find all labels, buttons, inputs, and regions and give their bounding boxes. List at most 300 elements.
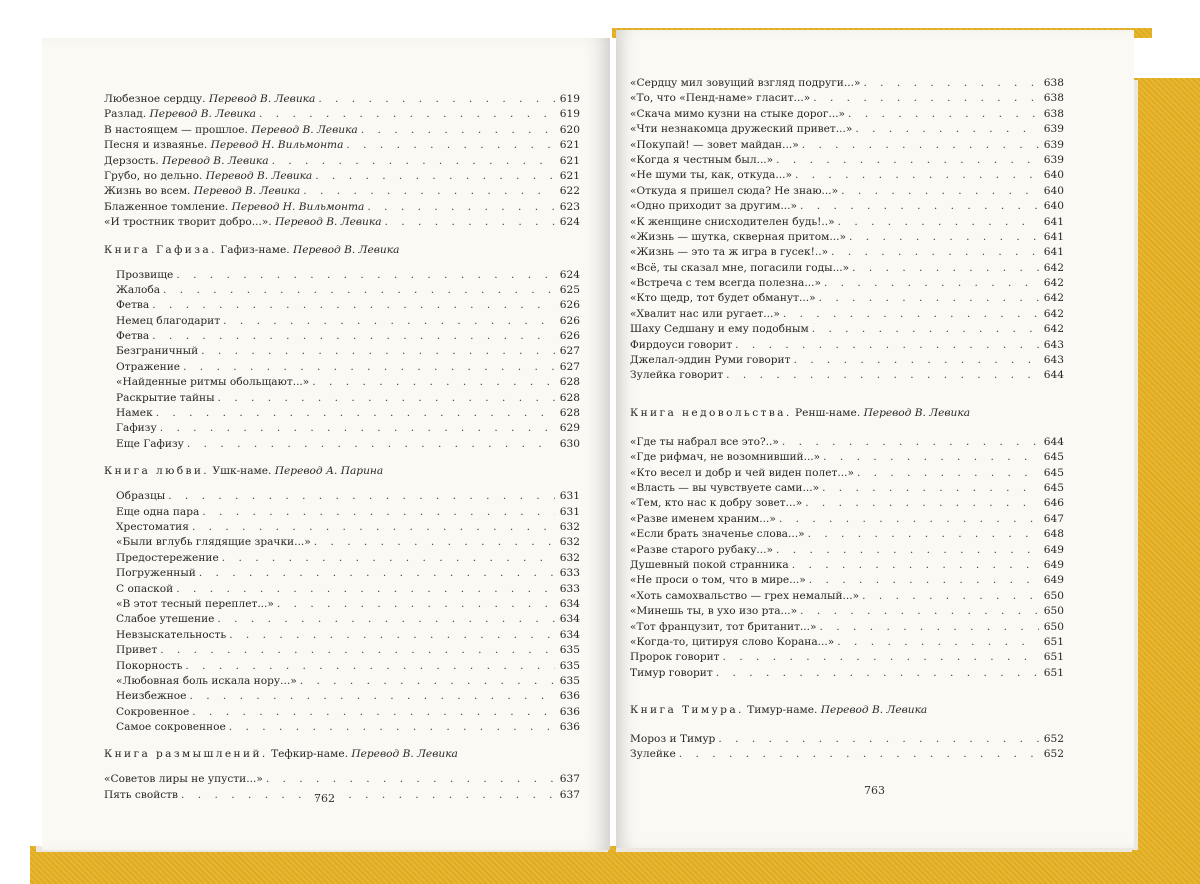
toc-entry <box>630 466 1064 481</box>
poem-title: «Советов лиры не упусти...» <box>104 773 263 786</box>
toc-page-number: 647 <box>1043 512 1064 525</box>
poem-title: «Когда-то, цитируя слово Корана...» <box>630 635 835 648</box>
toc-entry <box>630 307 1064 322</box>
toc-entry-title <box>116 705 189 720</box>
toc-page-number: 642 <box>1043 307 1064 320</box>
dot-leader <box>823 450 1039 465</box>
poem-title: «Тем, кто нас к добру зовет...» <box>630 497 803 510</box>
toc-entry-title <box>630 199 797 214</box>
book-subtitle: Ушк-наме. <box>212 465 272 478</box>
poem-title: Неизбежное <box>116 690 187 703</box>
left-group-3 <box>104 489 580 735</box>
toc-entry <box>630 527 1064 542</box>
dot-leader <box>202 505 555 520</box>
toc-entry <box>116 406 580 421</box>
toc-entry <box>104 215 580 230</box>
toc-entry-title <box>630 322 809 337</box>
toc-entry <box>116 421 580 436</box>
toc-page-number: 634 <box>559 613 580 626</box>
dot-leader <box>855 122 1039 137</box>
toc-page-number: 630 <box>559 437 580 450</box>
dot-leader <box>192 705 555 720</box>
poem-title: Прозвище <box>116 268 174 281</box>
dot-leader <box>848 107 1039 122</box>
section-heading <box>630 406 1064 421</box>
poem-title: «Были вглубь глядящие зрачки...» <box>116 536 311 549</box>
dot-leader <box>718 732 1039 747</box>
toc-entry-title <box>630 291 816 306</box>
toc-entry <box>630 291 1064 306</box>
toc-entry <box>116 643 580 658</box>
toc-entry-title <box>116 406 153 421</box>
poem-title: Дерзость. <box>104 154 159 167</box>
dot-leader <box>367 200 555 215</box>
dot-leader <box>824 276 1039 291</box>
dot-leader <box>314 535 555 550</box>
toc-entry <box>104 788 580 803</box>
toc-entry-title <box>116 520 189 535</box>
toc-entry-title <box>630 732 715 747</box>
toc-entry <box>630 368 1064 383</box>
poem-title: «То, что «Пенд-наме» гласит...» <box>630 92 811 105</box>
book-title: Книга недовольства. <box>630 406 792 419</box>
dot-leader <box>805 496 1039 511</box>
toc-entry <box>630 620 1064 635</box>
toc-entry <box>116 298 580 313</box>
toc-entry-title <box>104 772 263 787</box>
poem-title: Пять свойств <box>104 788 179 801</box>
dot-leader <box>183 360 555 375</box>
toc-page-number: 644 <box>1043 369 1064 382</box>
toc-entry-title <box>630 353 790 368</box>
dot-leader <box>802 138 1039 153</box>
toc-page-number: 640 <box>1043 184 1064 197</box>
toc-page-number: 642 <box>1043 277 1064 290</box>
dot-leader <box>192 520 555 535</box>
poem-title: Невзыскательность <box>116 628 227 641</box>
toc-entry-title <box>116 659 182 674</box>
toc-entry <box>104 107 580 122</box>
toc-entry-title <box>116 268 173 283</box>
toc-entry-title <box>116 582 173 597</box>
book-title: Книга Гафиза. <box>104 243 217 256</box>
poem-title: Блаженное томление. <box>104 200 229 213</box>
toc-entry <box>116 329 580 344</box>
toc-entry-title <box>630 650 720 665</box>
translator: Перевод В. Левика <box>251 123 358 136</box>
toc-page-number: 641 <box>1043 230 1064 243</box>
toc-page-number: 651 <box>1043 635 1064 648</box>
toc-page-number: 629 <box>559 422 580 435</box>
toc-entry-title <box>104 169 312 184</box>
poem-title: «Скача мимо кузни на стыке дорог...» <box>630 107 846 120</box>
book-subtitle: Тефкир-наме. <box>271 748 349 761</box>
toc-page-number: 650 <box>1043 605 1064 618</box>
dot-leader <box>217 612 555 627</box>
left-page <box>42 38 610 850</box>
toc-entry-title <box>116 643 157 658</box>
poem-title: «Покупай! — зовет майдан...» <box>630 138 799 151</box>
toc-page-number: 652 <box>1043 748 1064 761</box>
toc-entry <box>116 597 580 612</box>
dot-leader <box>229 720 555 735</box>
section-heading <box>630 703 1064 718</box>
toc-page-number: 640 <box>1043 200 1064 213</box>
toc-entry <box>104 123 580 138</box>
dot-leader <box>857 466 1039 481</box>
toc-page-number: 642 <box>1043 261 1064 274</box>
dot-leader <box>199 566 555 581</box>
book-subtitle: Гафиз-наме. <box>220 243 290 256</box>
toc-entry-title <box>116 360 180 375</box>
translator: Перевод Н. Вильмонта <box>231 200 365 213</box>
toc-entry-title <box>630 368 723 383</box>
poem-title: Покорность <box>116 659 183 672</box>
dot-leader <box>812 322 1039 337</box>
dot-leader <box>346 138 555 153</box>
dot-leader <box>838 215 1039 230</box>
toc-page-number: 645 <box>1043 451 1064 464</box>
toc-entry-title <box>630 276 821 291</box>
poem-title: «Чти незнакомца дружеский привет...» <box>630 123 853 136</box>
toc-page-number: 652 <box>1043 733 1064 746</box>
poem-title: Жалоба <box>116 283 161 296</box>
poem-title: «И тростник творит добро...». <box>104 216 272 229</box>
poem-title: Еще Гафизу <box>116 437 184 450</box>
toc-page-number: 619 <box>559 108 580 121</box>
toc-page-number: 628 <box>559 376 580 389</box>
toc-page-number: 632 <box>559 520 580 533</box>
toc-entry <box>630 666 1064 681</box>
dot-leader <box>163 283 555 298</box>
poem-title: Сокровенное <box>116 705 190 718</box>
toc-entry <box>630 184 1064 199</box>
book-title: Книга Тимура. <box>630 704 744 717</box>
toc-entry <box>630 261 1064 276</box>
toc-entry <box>116 582 580 597</box>
dot-leader <box>266 772 555 787</box>
toc-page-number: 628 <box>559 391 580 404</box>
section-heading <box>104 243 580 258</box>
poem-title: Фетва <box>116 299 150 312</box>
dot-leader <box>735 338 1039 353</box>
toc-page-number: 642 <box>1043 292 1064 305</box>
poem-title: «Не проси о том, что в мире...» <box>630 574 806 587</box>
toc-entry <box>104 154 580 169</box>
poem-title: «Всё, ты сказал мне, погасили годы...» <box>630 261 850 274</box>
toc-entry <box>116 283 580 298</box>
toc-entry-title <box>104 123 358 138</box>
toc-entry-title <box>104 200 364 215</box>
dot-leader <box>189 689 555 704</box>
dot-leader <box>168 489 555 504</box>
toc-entry <box>104 772 580 787</box>
dot-leader <box>152 298 555 313</box>
toc-entry <box>116 489 580 504</box>
toc-entry-title <box>630 153 773 168</box>
toc-page-number: 641 <box>1043 215 1064 228</box>
toc-entry-title <box>116 689 186 704</box>
toc-entry <box>630 450 1064 465</box>
toc-entry <box>630 512 1064 527</box>
poem-title: Грубо, но дельно. <box>104 169 203 182</box>
toc-entry-title <box>630 543 773 558</box>
toc-entry <box>630 107 1064 122</box>
poem-title: Шаху Седшану и ему подобным <box>630 323 809 336</box>
right-group-1 <box>630 76 1064 384</box>
dot-leader <box>841 184 1039 199</box>
dot-leader <box>277 597 555 612</box>
dot-leader <box>156 406 555 421</box>
toc-entry <box>630 435 1064 450</box>
poem-title: Отражение <box>116 360 181 373</box>
toc-entry-title <box>630 466 854 481</box>
book-translator: Перевод В. Левика <box>863 406 971 419</box>
dot-leader <box>152 329 555 344</box>
toc-page-number: 640 <box>1043 169 1064 182</box>
toc-page-number: 651 <box>1043 651 1064 664</box>
toc-entry <box>630 558 1064 573</box>
toc-entry-title <box>630 496 802 511</box>
poem-title: Образцы <box>116 490 166 503</box>
translator: Перевод В. Левика <box>205 169 313 182</box>
poem-title: Еще одна пара <box>116 505 200 518</box>
dot-leader <box>315 169 555 184</box>
toc-page-number: 621 <box>559 139 580 152</box>
poem-title: В настоящем — прошлое. <box>104 123 248 136</box>
toc-entry-title <box>116 421 157 436</box>
toc-page-number: 621 <box>559 154 580 167</box>
toc-entry <box>630 122 1064 137</box>
poem-title: «Минешь ты, в ухо изо рта...» <box>630 605 798 618</box>
toc-page-number: 633 <box>559 567 580 580</box>
dot-leader <box>783 307 1039 322</box>
toc-entry-title <box>630 435 779 450</box>
toc-entry-title <box>630 91 810 106</box>
poem-title: Зулейке <box>630 748 676 761</box>
toc-entry <box>630 245 1064 260</box>
toc-entry <box>630 573 1064 588</box>
dot-leader <box>723 650 1039 665</box>
poem-title: Мороз и Тимур <box>630 733 716 746</box>
dot-leader <box>185 659 555 674</box>
book-translator: Перевод А. Парина <box>274 465 384 478</box>
toc-entry <box>630 76 1064 91</box>
toc-page-number: 635 <box>559 674 580 687</box>
toc-page-number: 648 <box>1043 528 1064 541</box>
poem-title: «Найденные ритмы обольщают...» <box>116 376 310 389</box>
dot-leader <box>223 314 555 329</box>
toc-entry-title <box>116 551 219 566</box>
toc-page-number: 649 <box>1043 558 1064 571</box>
poem-title: Зулейка говорит <box>630 369 724 382</box>
dot-leader <box>820 620 1039 635</box>
toc-entry-title <box>116 391 215 406</box>
poem-title: Жизнь во всем. <box>104 185 191 198</box>
toc-entry <box>104 169 580 184</box>
toc-entry-title <box>116 628 226 643</box>
toc-page-number: 650 <box>1043 589 1064 602</box>
poem-title: Привет <box>116 644 158 657</box>
dot-leader <box>819 291 1039 306</box>
toc-entry <box>630 635 1064 650</box>
dot-leader <box>800 199 1039 214</box>
poem-title: Фирдоуси говорит <box>630 338 733 351</box>
toc-page-number: 624 <box>559 268 580 281</box>
poem-title: С опаской <box>116 582 174 595</box>
toc-entry <box>630 650 1064 665</box>
dot-leader <box>312 375 555 390</box>
book-translator: Перевод В. Левика <box>820 704 928 717</box>
dot-leader <box>792 558 1039 573</box>
poem-title: Разлад. <box>104 108 147 121</box>
toc-page-number: 637 <box>559 773 580 786</box>
dot-leader <box>809 573 1039 588</box>
dot-leader <box>822 481 1039 496</box>
toc-entry-title <box>630 122 852 137</box>
poem-title: Тимур говорит <box>630 666 713 679</box>
dot-leader <box>187 437 555 452</box>
poem-title: «Хвалит нас или ругает...» <box>630 307 780 320</box>
poem-title: «Встреча с тем всегда полезна...» <box>630 277 821 290</box>
toc-entry-title <box>116 535 311 550</box>
toc-entry <box>104 92 580 107</box>
toc-page-number: 651 <box>1043 666 1064 679</box>
toc-entry-title <box>630 512 776 527</box>
toc-entry-title <box>630 481 819 496</box>
poem-title: «Кто щедр, тот будет обманут...» <box>630 292 816 305</box>
dot-leader <box>176 582 555 597</box>
toc-entry <box>630 353 1064 368</box>
toc-entry <box>630 199 1064 214</box>
dot-leader <box>181 788 555 803</box>
toc-entry <box>630 91 1064 106</box>
poem-title: «Кто весел и добр и чей виден полет...» <box>630 466 854 479</box>
dot-leader <box>361 123 555 138</box>
toc-entry-title <box>630 666 713 681</box>
poem-title: Фетва <box>116 330 150 343</box>
book-subtitle: Тимур-наме. <box>747 704 818 717</box>
poem-title: «Одно приходит за другим...» <box>630 200 797 213</box>
poem-title: Самое сокровенное <box>116 721 226 734</box>
dot-leader <box>726 368 1039 383</box>
poem-title: Любезное сердцу. <box>104 93 206 105</box>
poem-title: Хрестоматия <box>116 520 189 533</box>
poem-title: Немец благодарит <box>116 314 221 327</box>
section-heading <box>104 464 580 479</box>
book-translator: Перевод В. Левика <box>292 243 400 256</box>
toc-page-number: 649 <box>1043 574 1064 587</box>
right-group-3 <box>630 732 1064 763</box>
toc-entry <box>116 520 580 535</box>
left-toc-column <box>104 92 580 803</box>
toc-entry <box>630 496 1064 511</box>
poem-title: Слабое утешение <box>116 613 215 626</box>
translator: Перевод Н. Вильмонта <box>210 139 344 152</box>
poem-title: «Не шуми ты, как, откуда...» <box>630 169 792 182</box>
toc-entry-title <box>104 215 382 230</box>
poem-title: «Любовная боль искала нору...» <box>116 674 297 687</box>
poem-title: «Когда я честным был...» <box>630 153 774 166</box>
dot-leader <box>160 421 555 436</box>
toc-entry <box>116 720 580 735</box>
poem-title: Джелал-эддин Руми говорит <box>630 354 791 367</box>
poem-title: «В этот тесный переплет...» <box>116 597 274 610</box>
toc-entry-title <box>630 168 792 183</box>
dot-leader <box>849 230 1039 245</box>
toc-page-number: 643 <box>1043 338 1064 351</box>
toc-page-number: 644 <box>1043 435 1064 448</box>
poem-title: Безграничный <box>116 345 199 358</box>
toc-entry-title <box>630 338 732 353</box>
toc-page-number: 638 <box>1043 92 1064 105</box>
dot-leader <box>300 674 555 689</box>
toc-entry-title <box>630 747 676 762</box>
toc-entry <box>116 391 580 406</box>
toc-entry-title <box>116 298 149 313</box>
toc-entry-title <box>630 527 805 542</box>
poem-title: «Если брать значенье слова...» <box>630 528 805 541</box>
poem-title: «Жизнь — это та ж игра в гусек!..» <box>630 246 829 259</box>
toc-entry-title <box>630 450 820 465</box>
toc-entry-title <box>104 107 256 122</box>
poem-title: «Тот французит, тот британит...» <box>630 620 817 633</box>
toc-entry-title <box>630 635 834 650</box>
toc-page-number: 623 <box>559 200 580 213</box>
toc-page-number: 625 <box>559 283 580 296</box>
toc-page-number: 620 <box>559 123 580 136</box>
toc-entry-title <box>116 674 297 689</box>
toc-entry-title <box>630 261 849 276</box>
toc-entry-title <box>630 107 845 122</box>
poem-title: Намек <box>116 407 153 420</box>
left-group-2 <box>104 268 580 453</box>
toc-entry <box>116 705 580 720</box>
toc-entry-title <box>116 597 274 612</box>
toc-page-number: 626 <box>559 330 580 343</box>
dot-leader <box>303 184 555 199</box>
book-subtitle: Ренш-наме. <box>795 406 861 419</box>
toc-page-number: 636 <box>559 705 580 718</box>
dot-leader <box>679 747 1039 762</box>
right-page <box>616 30 1134 848</box>
left-group-4 <box>104 772 580 803</box>
toc-page-number: 632 <box>559 536 580 549</box>
toc-entry <box>116 437 580 452</box>
dot-leader <box>813 91 1039 106</box>
dot-leader <box>222 551 555 566</box>
toc-entry <box>116 314 580 329</box>
toc-entry <box>104 200 580 215</box>
toc-entry <box>630 276 1064 291</box>
section-heading <box>104 747 580 762</box>
book-cover-right-edge <box>1128 78 1200 884</box>
toc-entry <box>630 138 1064 153</box>
toc-entry-title <box>104 92 315 107</box>
toc-page-number: 622 <box>559 185 580 198</box>
toc-page-number: 636 <box>559 721 580 734</box>
book-translator: Перевод В. Левика <box>351 748 458 761</box>
toc-page-number: 639 <box>1043 153 1064 166</box>
toc-page-number: 626 <box>559 299 580 312</box>
toc-entry-title <box>116 612 214 627</box>
right-toc-column <box>630 76 1064 763</box>
toc-page-number: 645 <box>1043 466 1064 479</box>
translator: Перевод В. Левика <box>162 154 269 167</box>
toc-entry-title <box>116 329 149 344</box>
toc-page-number: 619 <box>559 93 580 105</box>
poem-title: Предостережение <box>116 551 219 564</box>
